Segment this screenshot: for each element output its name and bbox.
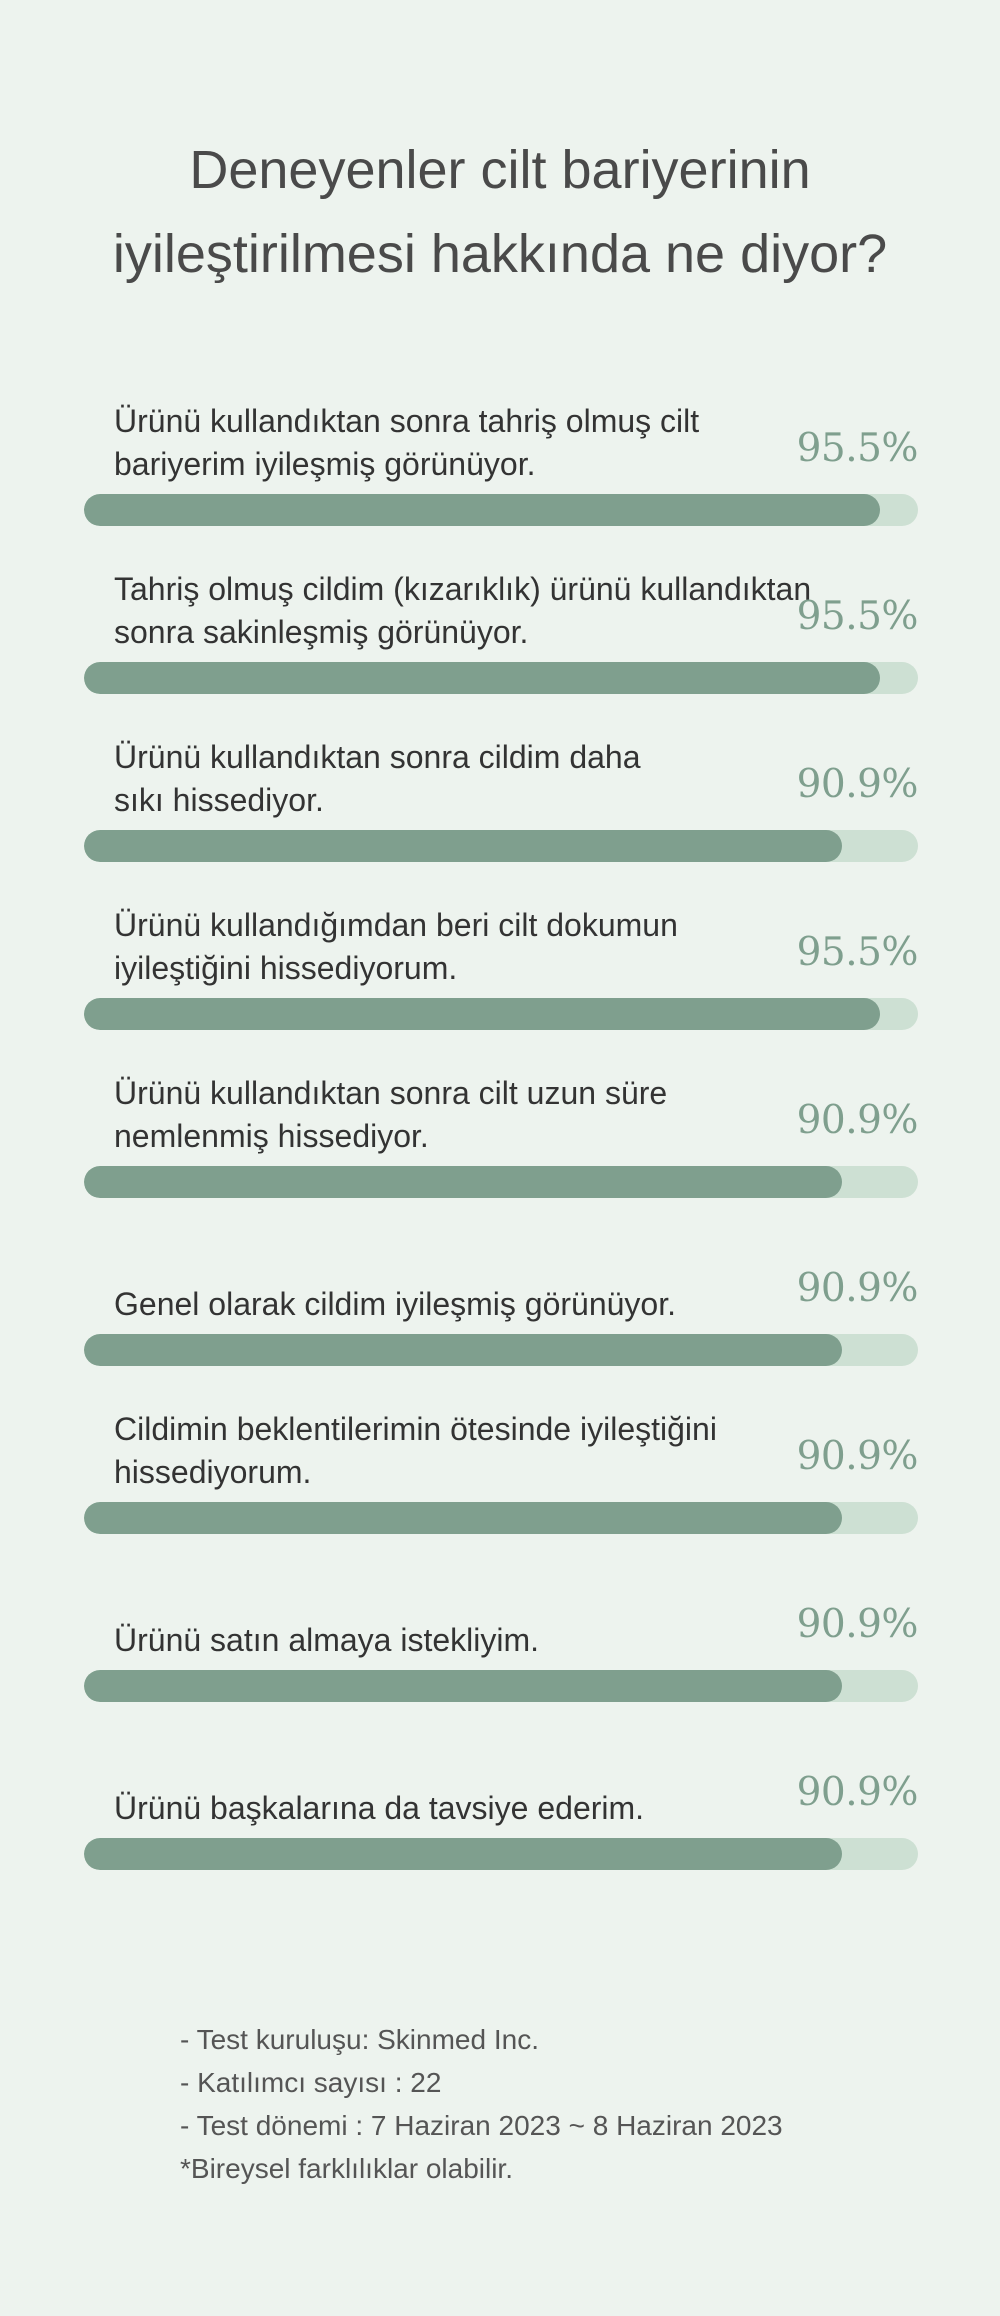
progress-track: [84, 998, 918, 1030]
progress-track: [84, 830, 918, 862]
statement-label: Ürünü satın almaya istekliyim.: [114, 1622, 540, 1658]
note-test-institution: - Test kuruluşu: Skinmed Inc.: [180, 2024, 539, 2055]
survey-item: [84, 694, 918, 862]
statement-label: Ürünü kullandıktan sonra cildim daha sıkı hissediyor.: [114, 739, 641, 818]
progress-fill: [84, 1838, 842, 1870]
statement-label: Genel olarak cildim iyileşmiş görünüyor.: [114, 1286, 676, 1322]
test-notes: [180, 2018, 940, 2190]
progress-fill: [84, 1166, 842, 1198]
progress-track: [84, 1334, 918, 1366]
survey-item: [84, 1534, 918, 1702]
percentage-label: 90.9%: [796, 1266, 918, 1311]
progress-track: [84, 1670, 918, 1702]
statement-label: Ürünü kullandıktan sonra cilt uzun süre nemlenmiş hissediyor.: [114, 1075, 668, 1154]
percentage-label: 95.5%: [796, 930, 918, 975]
note-test-period: - Test dönemi : 7 Haziran 2023 ~ 8 Haziran 2023: [180, 2110, 783, 2141]
progress-track: [84, 1166, 918, 1198]
survey-item: [84, 526, 918, 694]
progress-fill: [84, 1670, 842, 1702]
statement-label: Cildimin beklentilerimin ötesinde iyileştiğini hissediyorum.: [114, 1411, 717, 1490]
progress-track: [84, 1838, 918, 1870]
progress-fill: [84, 830, 842, 862]
survey-item: [84, 1198, 918, 1366]
percentage-label: 95.5%: [796, 594, 918, 639]
survey-item: [84, 1366, 918, 1534]
statement-label: Ürünü kullandıktan sonra tahriş olmuş cilt bariyerim iyileşmiş görünüyor.: [114, 403, 700, 482]
percentage-label: 90.9%: [796, 1434, 918, 1479]
page-title: [0, 128, 1000, 296]
percentage-label: 90.9%: [796, 1602, 918, 1647]
percentage-label: 90.9%: [796, 1770, 918, 1815]
progress-track: [84, 662, 918, 694]
statement-label: Tahriş olmuş cildim (kızarıklık) ürünü kullandıktan sonra sakinleşmiş görünüyor.: [114, 571, 812, 650]
title-line-1: Deneyenler cilt bariyerinin: [189, 140, 811, 200]
survey-item: [84, 1702, 918, 1870]
survey-item: [84, 862, 918, 1030]
statement-label: Ürünü başkalarına da tavsiye ederim.: [114, 1790, 645, 1826]
note-participant-count: - Katılımcı sayısı : 22: [180, 2067, 442, 2098]
survey-item: [84, 358, 918, 526]
progress-track: [84, 1502, 918, 1534]
progress-track: [84, 494, 918, 526]
statement-label: Ürünü kullandığımdan beri cilt dokumun iyileştiğini hissediyorum.: [114, 907, 678, 986]
note-disclaimer: *Bireysel farklılıklar olabilir.: [180, 2153, 513, 2184]
progress-fill: [84, 1502, 842, 1534]
progress-fill: [84, 998, 880, 1030]
title-line-2: iyileştirilmesi hakkında ne diyor?: [112, 224, 888, 284]
progress-fill: [84, 1334, 842, 1366]
survey-item: [84, 1030, 918, 1198]
percentage-label: 90.9%: [796, 762, 918, 807]
percentage-label: 95.5%: [796, 426, 918, 471]
progress-fill: [84, 494, 880, 526]
progress-fill: [84, 662, 880, 694]
percentage-label: 90.9%: [796, 1098, 918, 1143]
